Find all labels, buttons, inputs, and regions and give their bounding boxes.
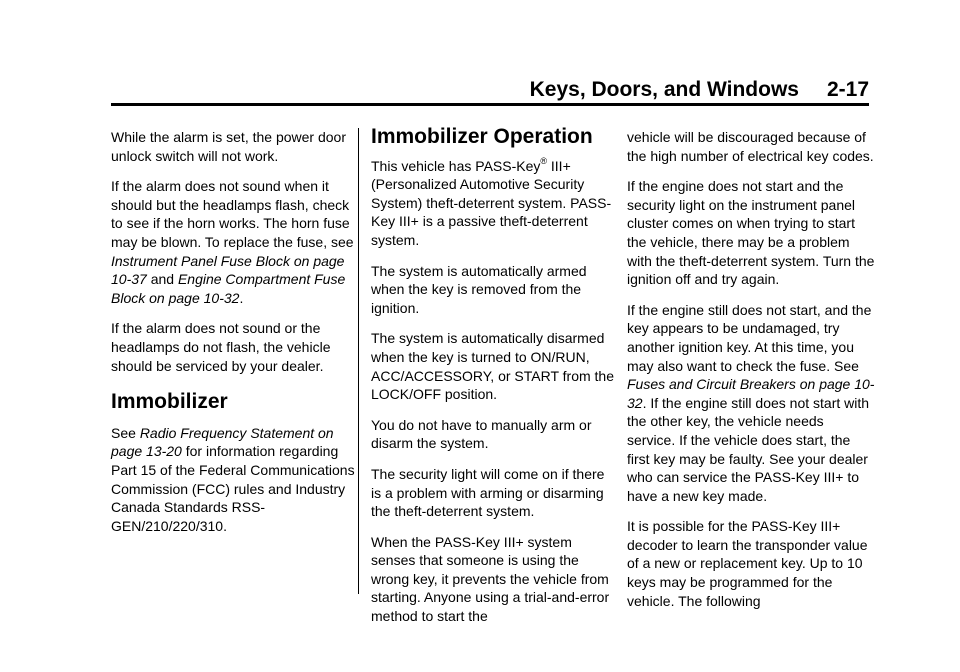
cross-reference: Instrument Panel Fuse Block on page 10-37 (111, 252, 345, 288)
column-left (111, 128, 356, 547)
paragraph: vehicle will be discouraged because of the high number of electrical key codes. (627, 129, 874, 164)
paragraph: While the alarm is set, the power door unlock switch will not work. (111, 129, 346, 164)
page-number: 2-17 (826, 78, 869, 101)
paragraph: If the alarm does not sound or the headlamps do not flash, the vehicle should be serviced by your dealer. (111, 320, 331, 374)
text: . (239, 289, 244, 306)
section-heading: Immobilizer (111, 390, 228, 414)
paragraph: It is possible for the PASS-Key III+ decoder to learn the transponder value of a new or replacement key. Up to 10 keys may be programmed for the vehicle. The following (627, 518, 868, 609)
paragraph: The security light will come on if there is a problem with arming or disarming the theft-deterrent system. (371, 465, 605, 520)
text: If the alarm does not sound when it should but the headlamps flash, check to see if the horn works. The horn fuse may be blown. To replace the fuse, see (111, 178, 354, 250)
column-right (627, 128, 875, 622)
cross-reference: Radio Frequency Statement on page 13-20 (111, 424, 334, 460)
section-heading: Immobilizer Operation (371, 125, 593, 148)
paragraph (371, 157, 616, 250)
paragraph: The system is automatically armed when the key is removed from the ignition. (371, 262, 587, 316)
cross-reference: Engine Compartment Fuse Block on page 10-32 (111, 271, 346, 306)
paragraph (111, 424, 356, 536)
text: . If the engine still does not start with the other key, the vehicle needs service. If the vehicle does start, the first key may be faulty. See your dealer who can service the PASS-Key III+ to have a new key made. (627, 394, 870, 504)
text: See (111, 424, 140, 441)
running-header (530, 78, 869, 102)
text: for information regarding Part 15 of the Federal Communications Commission (FCC) rules and Industry Canada Standards RSS-GEN/210/220/310. (111, 443, 355, 534)
paragraph (111, 177, 356, 307)
column-divider (358, 128, 359, 594)
text: If the engine still does not start, and the key appears to be undamaged, try another ignition key. At this time, you may also want to check the fuse. See (627, 301, 872, 374)
cross-reference: Fuses and Circuit Breakers on page 10-32 (627, 376, 875, 411)
paragraph: When the PASS-Key III+ system senses that someone is using the wrong key, it prevents the vehicle from starting. Anyone using a trial-and-error method to start the (371, 533, 610, 625)
paragraph: You do not have to manually arm or disarm the system. (371, 416, 592, 452)
section-title: Keys, Doors, and Windows (529, 78, 799, 101)
header-rule (111, 103, 869, 106)
registered-mark: ® (540, 155, 548, 166)
text: III+ (Personalized Automotive Security System) theft-deterrent system. PASS-Key III+ is a passive theft-deterrent system. (371, 157, 612, 248)
paragraph: If the engine does not start and the security light on the instrument panel cluster comes on when trying to start the vehicle, there may be a problem with the theft-deterrent system. Turn the ignition off and try again. (627, 178, 875, 288)
text: and (146, 271, 178, 288)
text: This vehicle has PASS-Key (371, 157, 541, 174)
paragraph: The system is automatically disarmed when the key is turned to ON/RUN, ACC/ACCESSORY, or START from the LOCK/OFF position. (371, 330, 615, 403)
paragraph (627, 301, 875, 506)
column-middle (371, 125, 616, 638)
